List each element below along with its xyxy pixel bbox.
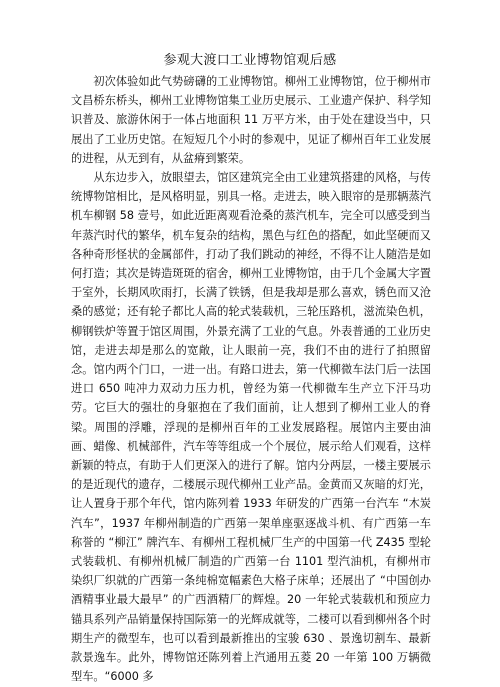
paragraph-intro: 初次体验如此气势磅礴的工业博物馆。柳州工业博物馆，位于柳州市文昌桥东桥头，柳州工业博物馆集工业历史展示、工业遗产保护、科学知识普及、旅游休闲于一体占地面积 11 万平方米，由于处在建设当中，只展出了工业历史馆。在短短几个小时的参观中，见证了柳州百年工业发展的进程，从无到有，从盆瘠到繁荣。	[71, 75, 431, 165]
paragraph-visit: 从东边步入，放眼望去，馆区建筑完全由工业建筑搭建的风格，与传统博物馆相比，是风格明显，别具一格。走进去，映入眼帘的是那辆蒸汽机车柳钢 58 壹号，如此近距离观看沧桑的蒸汽机车，完全可以感受到当年蒸汽时代的繁华，机车复杂的结构，黑色与红色的搭配，如此坚硬而又各种奇形怪状的金属部件，打动了我们跳动的神经，不得不让人随浩是如何打造；其次是铸造斑斑的宿舍，柳州工业博物馆，由于几个金属大字置于室外，长期风吹雨打，长满了铁锈，但是我却是那么喜欢，锈色而又沧桑的感觉；还有轮子都比人高的轮式装载机，三轮压路机，滋流染色机，柳钢铁炉等置于馆区周围，外景充满了工业的气息。外表普通的工业历史馆，走进去却是那么的宽敞，让人眼前一亮，我们不由的进行了拍照留念。馆内两个门口，一进一出。有路口进去，第一代柳微车法门后一法国进口 650 吨冲力双动力压力机，曾经为第一代柳微车生产立下汗马功劳。它巨大的强壮的身躯抱在了我们面前，让人想到了柳州工业人的脊梁。周围的浮雕，浮现的是柳州百年的工业发展路程。展馆内主要由油画、蜡像、机械部件，汽车等等组成一个个展位，展示给人们观看，这样新颖的特点，有助于人们更深入的进行了解。馆内分两层，一楼主要展示的是近现代的遗存，二楼展示现代柳州工业产品。金黄而又灰暗的灯光，让人置身于那个年代，馆内陈列着 1933 年研发的广西第一台汽车 “木炭汽车”，1937 年柳州制造的广西第一架单座驱逐战斗机、有广西第一车称誉的 “柳江” 牌汽车、有柳州工程机械厂生产的中国第一代 Z435 型轮式装载机、有柳州机械厂制造的广西第一台 1101 型汽油机，有柳州市染织厂织就的广西第一条纯棉宽幅素色大格子床单；还展出了 “中国创办酒精事业最大最早” 的广西酒精厂的辉煌。20 一年轮式装载机和预应力锚具系列产品销量保持国际第一的光辉成就等，二楼可以看到柳州各个时期生产的微型车，也可以看到最新推出的宝骏 630 、景逸切割车、最新款景逸车。此外，博物馆还陈列着上汽通用五菱 20 一年第 100 万辆微型车。“6000 多	[71, 171, 431, 684]
document-body	[71, 72, 431, 687]
document-title: 参观大渡口工业博物馆观后感	[163, 53, 337, 68]
